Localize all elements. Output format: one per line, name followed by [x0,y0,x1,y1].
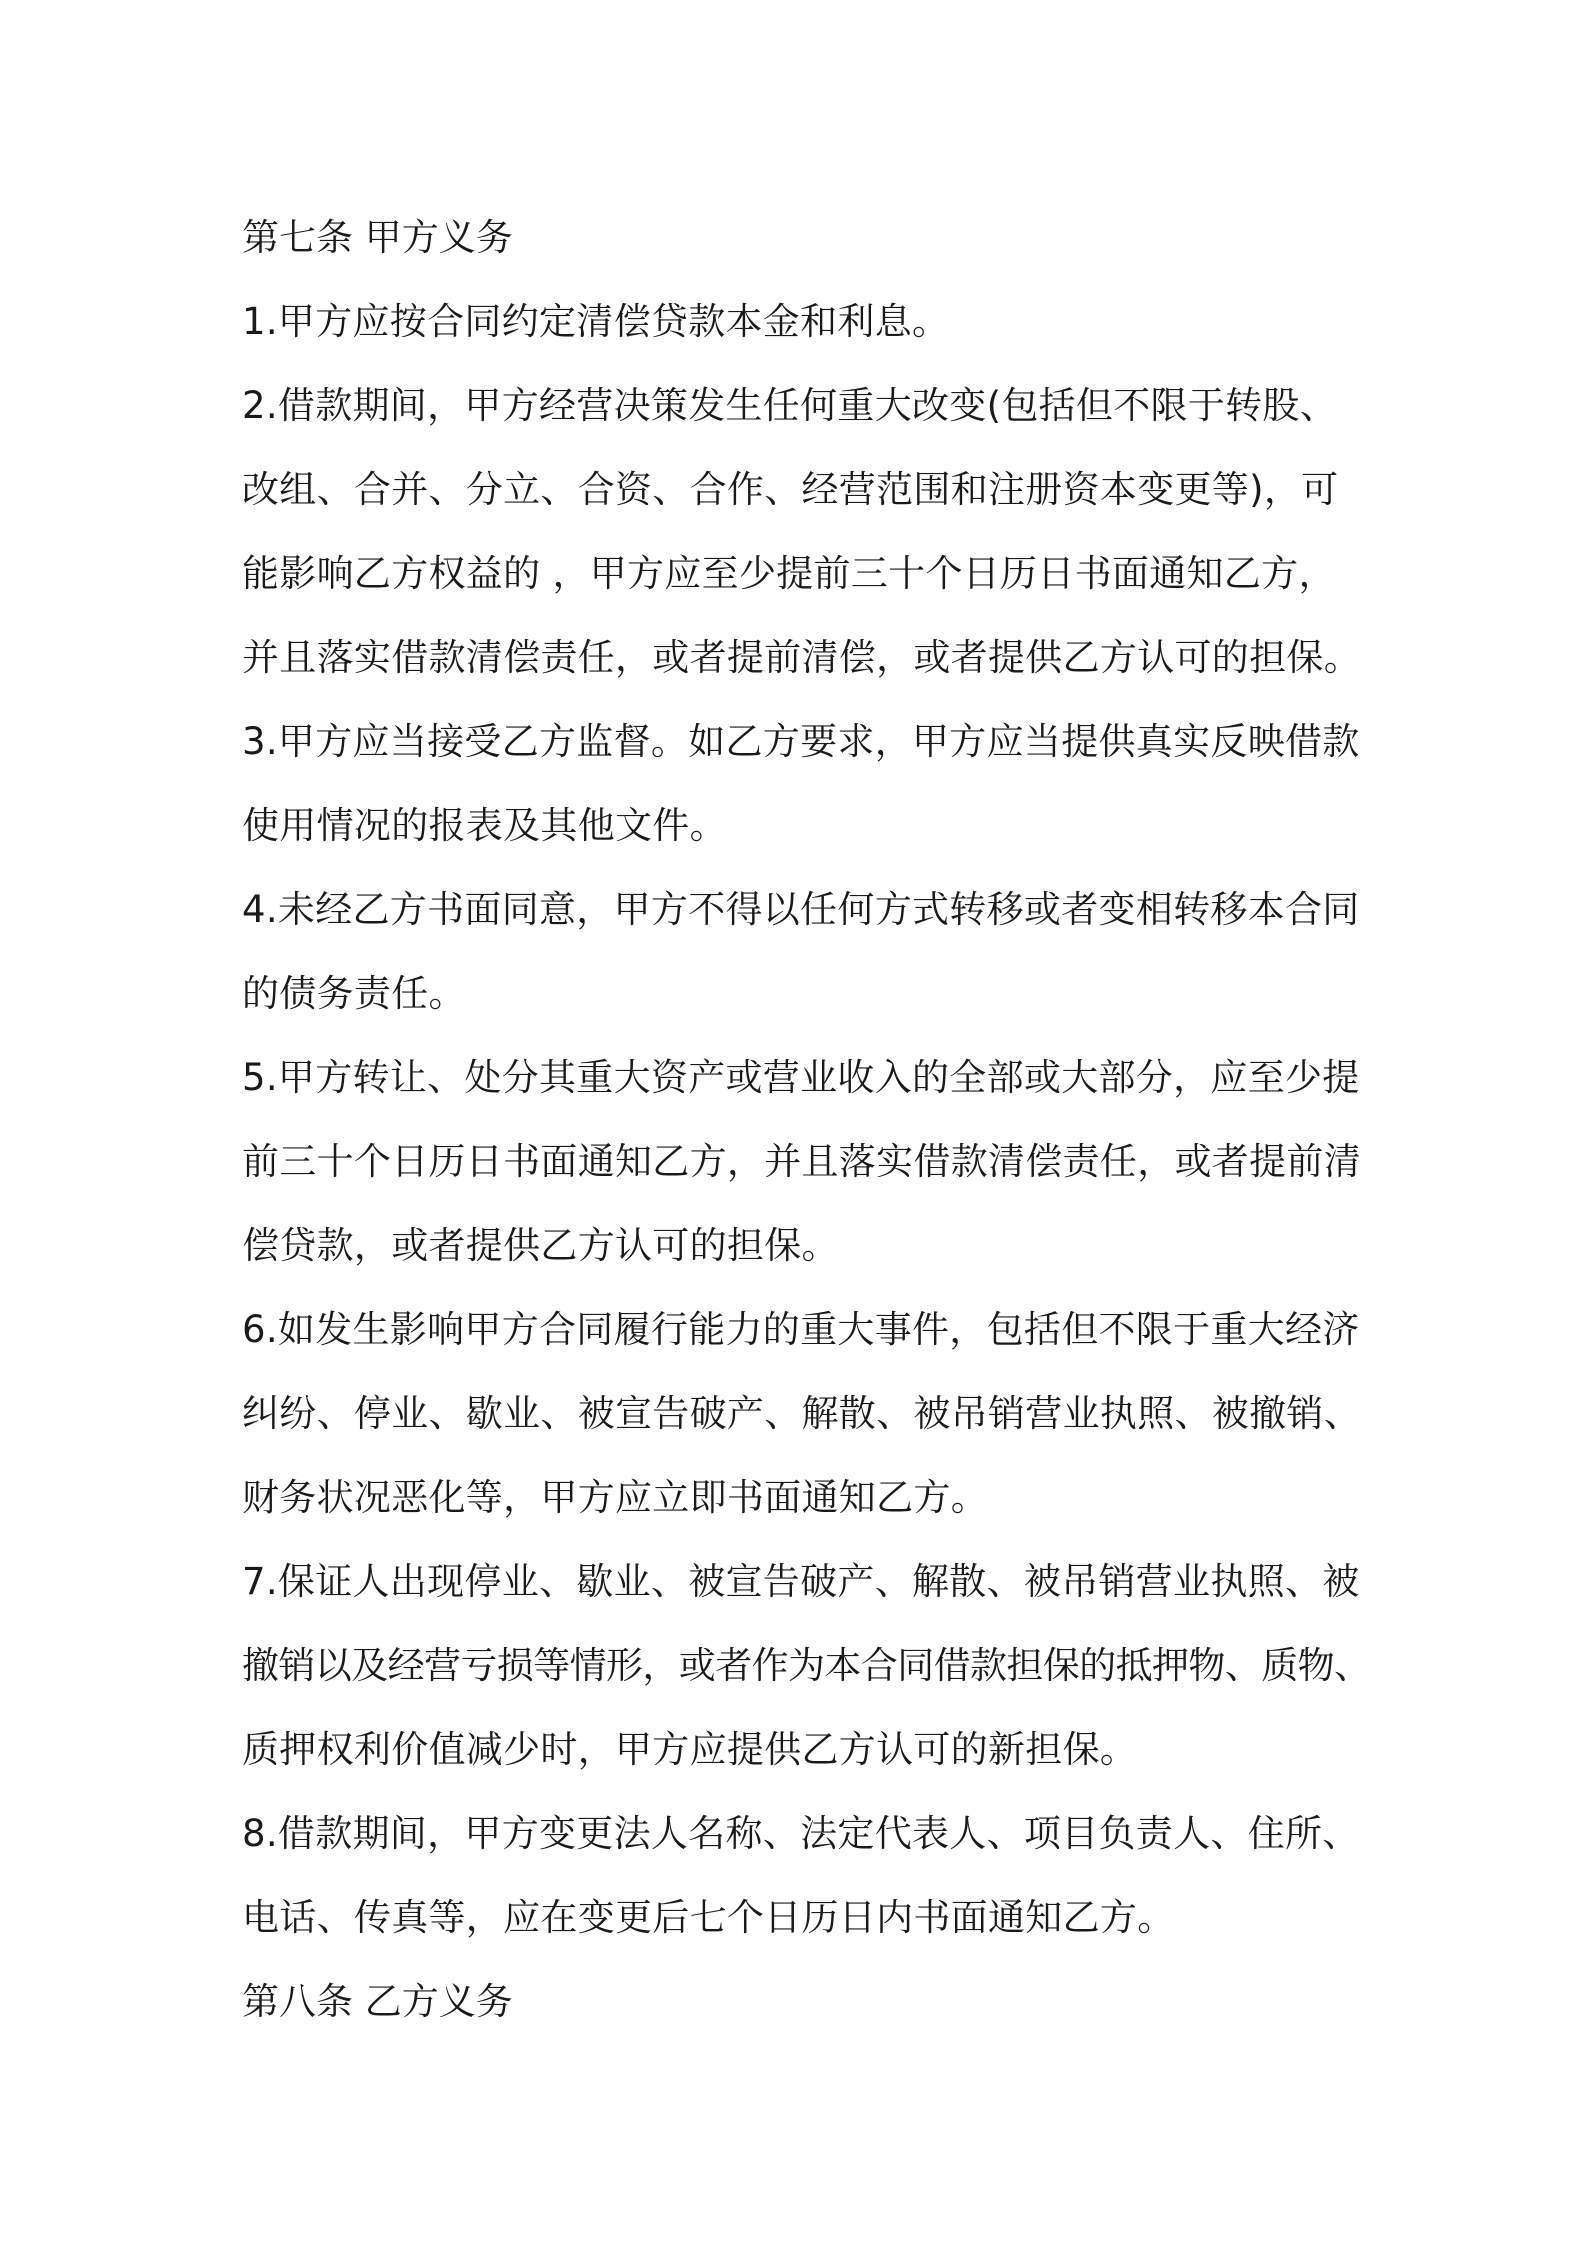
clause-5-line-1: 5.甲方转让、处分其重大资产或营业收入的全部或大部分，应至少提 [242,1056,1360,1099]
clause-2-line-4: 并且落实借款清偿责任，或者提前清偿，或者提供乙方认可的担保。 [242,636,1361,679]
clause-3-line-1: 3.甲方应当接受乙方监督。如乙方要求，甲方应当提供真实反映借款 [242,720,1360,763]
clause-6-line-1: 6.如发生影响甲方合同履行能力的重大事件，包括但不限于重大经济 [242,1308,1360,1351]
clause-7-line-3: 质押权利价值减少时，甲方应提供乙方认可的新担保。 [242,1728,1138,1771]
clause-8-line-2: 电话、传真等，应在变更后七个日历日内书面通知乙方。 [242,1896,1175,1939]
document-body [242,196,1371,2044]
clause-7-line-2: 撤销以及经营亏损等情形，或者作为本合同借款担保的抵押物、质物、 [242,1644,1371,1687]
clause-2-line-1: 2.借款期间，甲方经营决策发生任何重大改变(包括但不限于转股、 [242,384,1338,427]
clause-5-line-2: 前三十个日历日书面通知乙方，并且落实借款清偿责任，或者提前清 [242,1140,1361,1183]
clause-2-line-2: 改组、合并、分立、合资、合作、经营范围和注册资本变更等)，可 [242,468,1339,511]
clause-4-line-2: 的债务责任。 [242,972,466,1015]
clause-1-line-1: 1.甲方应按合同约定清偿贷款本金和利息。 [242,300,950,343]
clause-5-line-3: 偿贷款，或者提供乙方认可的担保。 [242,1224,839,1267]
clause-2-line-3: 能影响乙方权益的 ，甲方应至少提前三十个日历日书面通知乙方， [242,552,1336,595]
clause-6-line-3: 财务状况恶化等，甲方应立即书面通知乙方。 [242,1476,988,1519]
clause-7-line-1: 7.保证人出现停业、歇业、被宣告破产、解散、被吊销营业执照、被 [242,1560,1360,1603]
clause-8-line-1: 8.借款期间，甲方变更法人名称、法定代表人、项目负责人、住所、 [242,1812,1360,1855]
article-8-heading: 第八条 乙方义务 [242,1980,513,2023]
article-7-heading: 第七条 甲方义务 [242,216,513,259]
clause-4-line-1: 4.未经乙方书面同意，甲方不得以任何方式转移或者变相转移本合同 [242,888,1360,931]
clause-3-line-2: 使用情况的报表及其他文件。 [242,804,727,847]
clause-6-line-2: 纠纷、停业、歇业、被宣告破产、解散、被吊销营业执照、被撤销、 [242,1392,1361,1435]
